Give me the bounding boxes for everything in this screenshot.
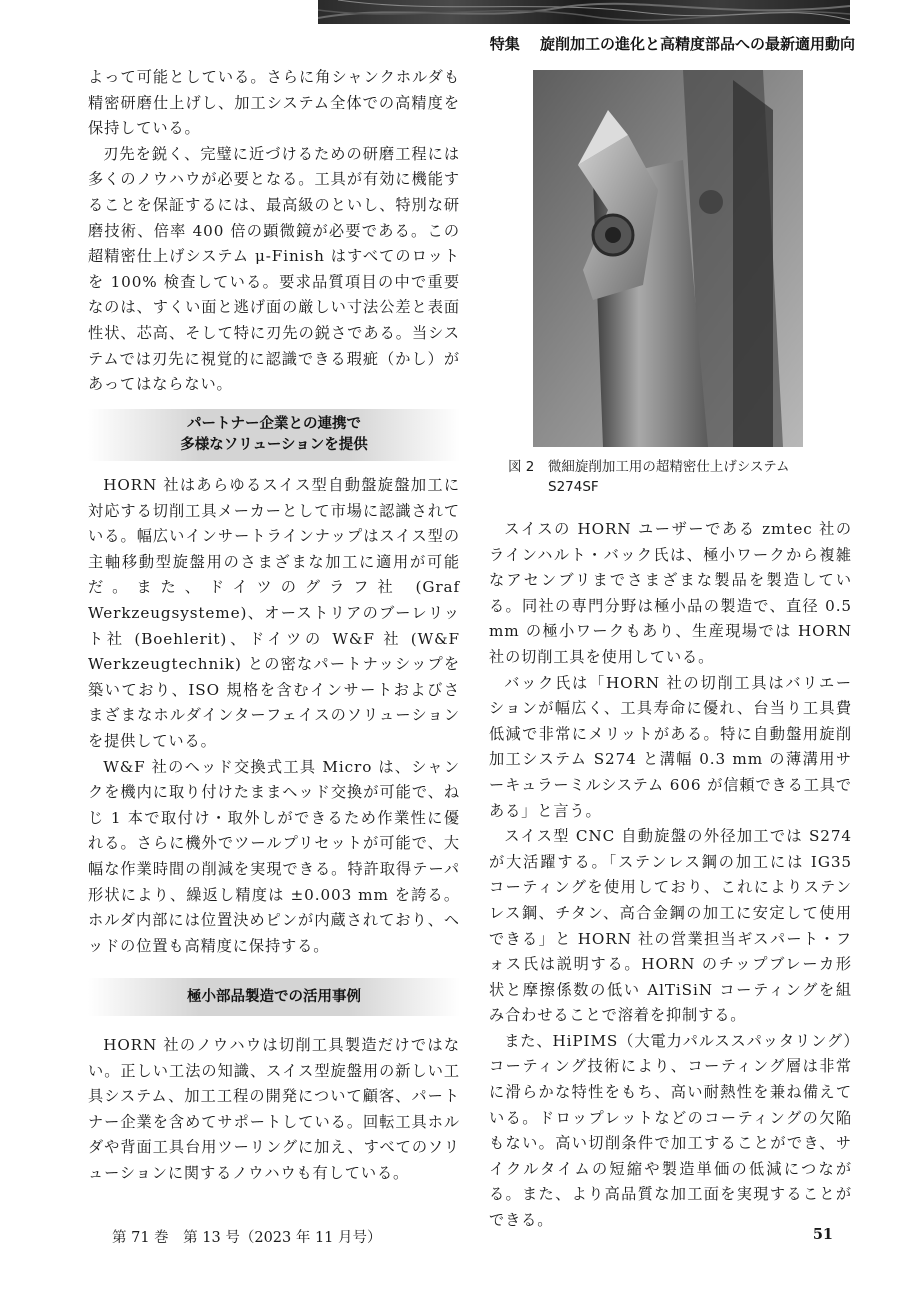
left-column-bottom	[88, 1033, 460, 1187]
tool-photo	[533, 70, 803, 447]
figure-caption	[508, 457, 868, 497]
section-label: 特集	[489, 35, 520, 53]
caption-first-line	[508, 457, 868, 477]
paragraph: スイス型 CNC 自動旋盤の外径加工では S274 が大活躍する。「ステンレス鋼の加工には IG35 コーティングを使用しており、これによりステンレス鋼、チタン、高合金鋼の加工に安定して使用できる」と HORN 社の営業担当ギスパート・フォス氏は説明する。HORN のチップブレーカ形状と摩擦係数の低い AlTiSiN コーティングを組み合わせることで溶着を抑制する。	[489, 827, 852, 1025]
heading-line: パートナー企業との連携で	[187, 416, 361, 432]
page-number: 51	[812, 1226, 833, 1243]
right-column	[489, 517, 852, 1234]
heading-line: 多様なソリューションを提供	[180, 437, 368, 453]
volume-info: 第 71 巻 第 13 号（2023 年 11 月号）	[112, 1230, 382, 1246]
section-heading-partnership	[88, 409, 460, 461]
left-column	[88, 65, 460, 398]
heading-text: 極小部品製造での活用事例	[187, 989, 361, 1005]
paragraph: よって可能としている。さらに角シャンクホルダも精密研磨仕上げし、加工システム全体での高精度を保持している。	[88, 68, 460, 138]
paragraph: HORN 社のノウハウは切削工具製造だけではない。正しい工法の知識、スイス型旋盤用の新しい工具システム、加工工程の開発について顧客、パートナー企業を含めてサポートしている。回転工具ホルダや背面工具台用ツーリングに加え、すべてのソリューションに関するノウハウも有している。	[88, 1036, 460, 1182]
paragraph: スイスの HORN ユーザーである zmtec 社のラインハルト・バック氏は、極小ワークから複雑なアセンブリまでさまざまな製品を製造している。同社の専門分野は極小品の製造で、直径 0.5 mm の極小ワークもあり、生産現場では HORN 社の切削工具を使用している。	[489, 520, 852, 666]
caption-label: 図 2	[508, 459, 535, 475]
caption-text: 微細旋削加工用の超精密仕上げシステム	[547, 459, 790, 475]
section-heading-case-study	[88, 978, 460, 1016]
header-banner-image	[318, 0, 850, 24]
left-column-middle	[88, 473, 460, 959]
paragraph: また、HiPIMS（大電力パルススパッタリング）コーティング技術により、コーティング層は非常に滑らかな特性をもち、高い耐熱性を兼ね備えている。ドロップレットなどのコーティングの欠陥もない。高い切削条件で加工することができ、サイクルタイムの短縮や製造単価の低減につながる。また、より高品質な加工面を実現することができる。	[489, 1031, 852, 1230]
paragraph: バック氏は「HORN 社の切削工具はバリエーションが幅広く、工具寿命に優れ、台当り工具費低減で非常にメリットがある。特に自動盤用旋削加工システム S274 と溝幅 0.3 mm の薄溝用サーキュラーミルシステム 606 が信頼できる工具である」と言う。	[489, 673, 852, 820]
section-title: 旋削加工の進化と高精度部品への最新適用動向	[539, 35, 855, 53]
caption-second-line: S274SF	[548, 479, 599, 495]
paragraph: HORN 社はあらゆるスイス型自動盤旋盤加工に対応する切削工具メーカーとして市場に認識されている。幅広いインサートラインナップはスイス型の主軸移動型旋盤用のさまざまな加工に適用が可能だ。また、ドイツのグラフ社 (Graf Werkzeugsysteme)、オーストリアのブーレリット社 (Boehlerit)、ドイツの W&F 社 (W&F Werkzeugtechnik) との密なパートナッシップを築いており、ISO 規格を含むインサートおよびさまざまなホルダインターフェイスのソリューションを提供している。	[88, 476, 460, 750]
running-header	[490, 33, 855, 54]
paragraph: W&F 社のヘッド交換式工具 Micro は、シャンクを機内に取り付けたままヘッド交換が可能で、ねじ 1 本で取付け・取外しができるため作業性に優れる。さらに機外でツールプリセットが可能で、大幅な作業時間の削減を実現できる。特許取得テーパ形状により、繰返し精度は ±0.003 mm を誇る。ホルダ内部には位置決めピンが内蔵されており、ヘッドの位置も高精度に保持する。	[88, 757, 460, 955]
paragraph: 刃先を鋭く、完璧に近づけるための研磨工程には多くのノウハウが必要となる。工具が有効に機能することを保証するには、最高級のといし、特別な研磨技術、倍率 400 倍の顕微鏡が必要である。この超精密仕上げシステム μ-Finish はすべてのロットを 100% 検査している。要求品質項目の中で重要なのは、すくい面と逃げ面の厳しい寸法公差と表面性状、芯高、そして特に刃先の鋭さである。当システムでは刃先に視覚的に認識できる瑕疵（かし）があってはならない。	[88, 144, 460, 394]
